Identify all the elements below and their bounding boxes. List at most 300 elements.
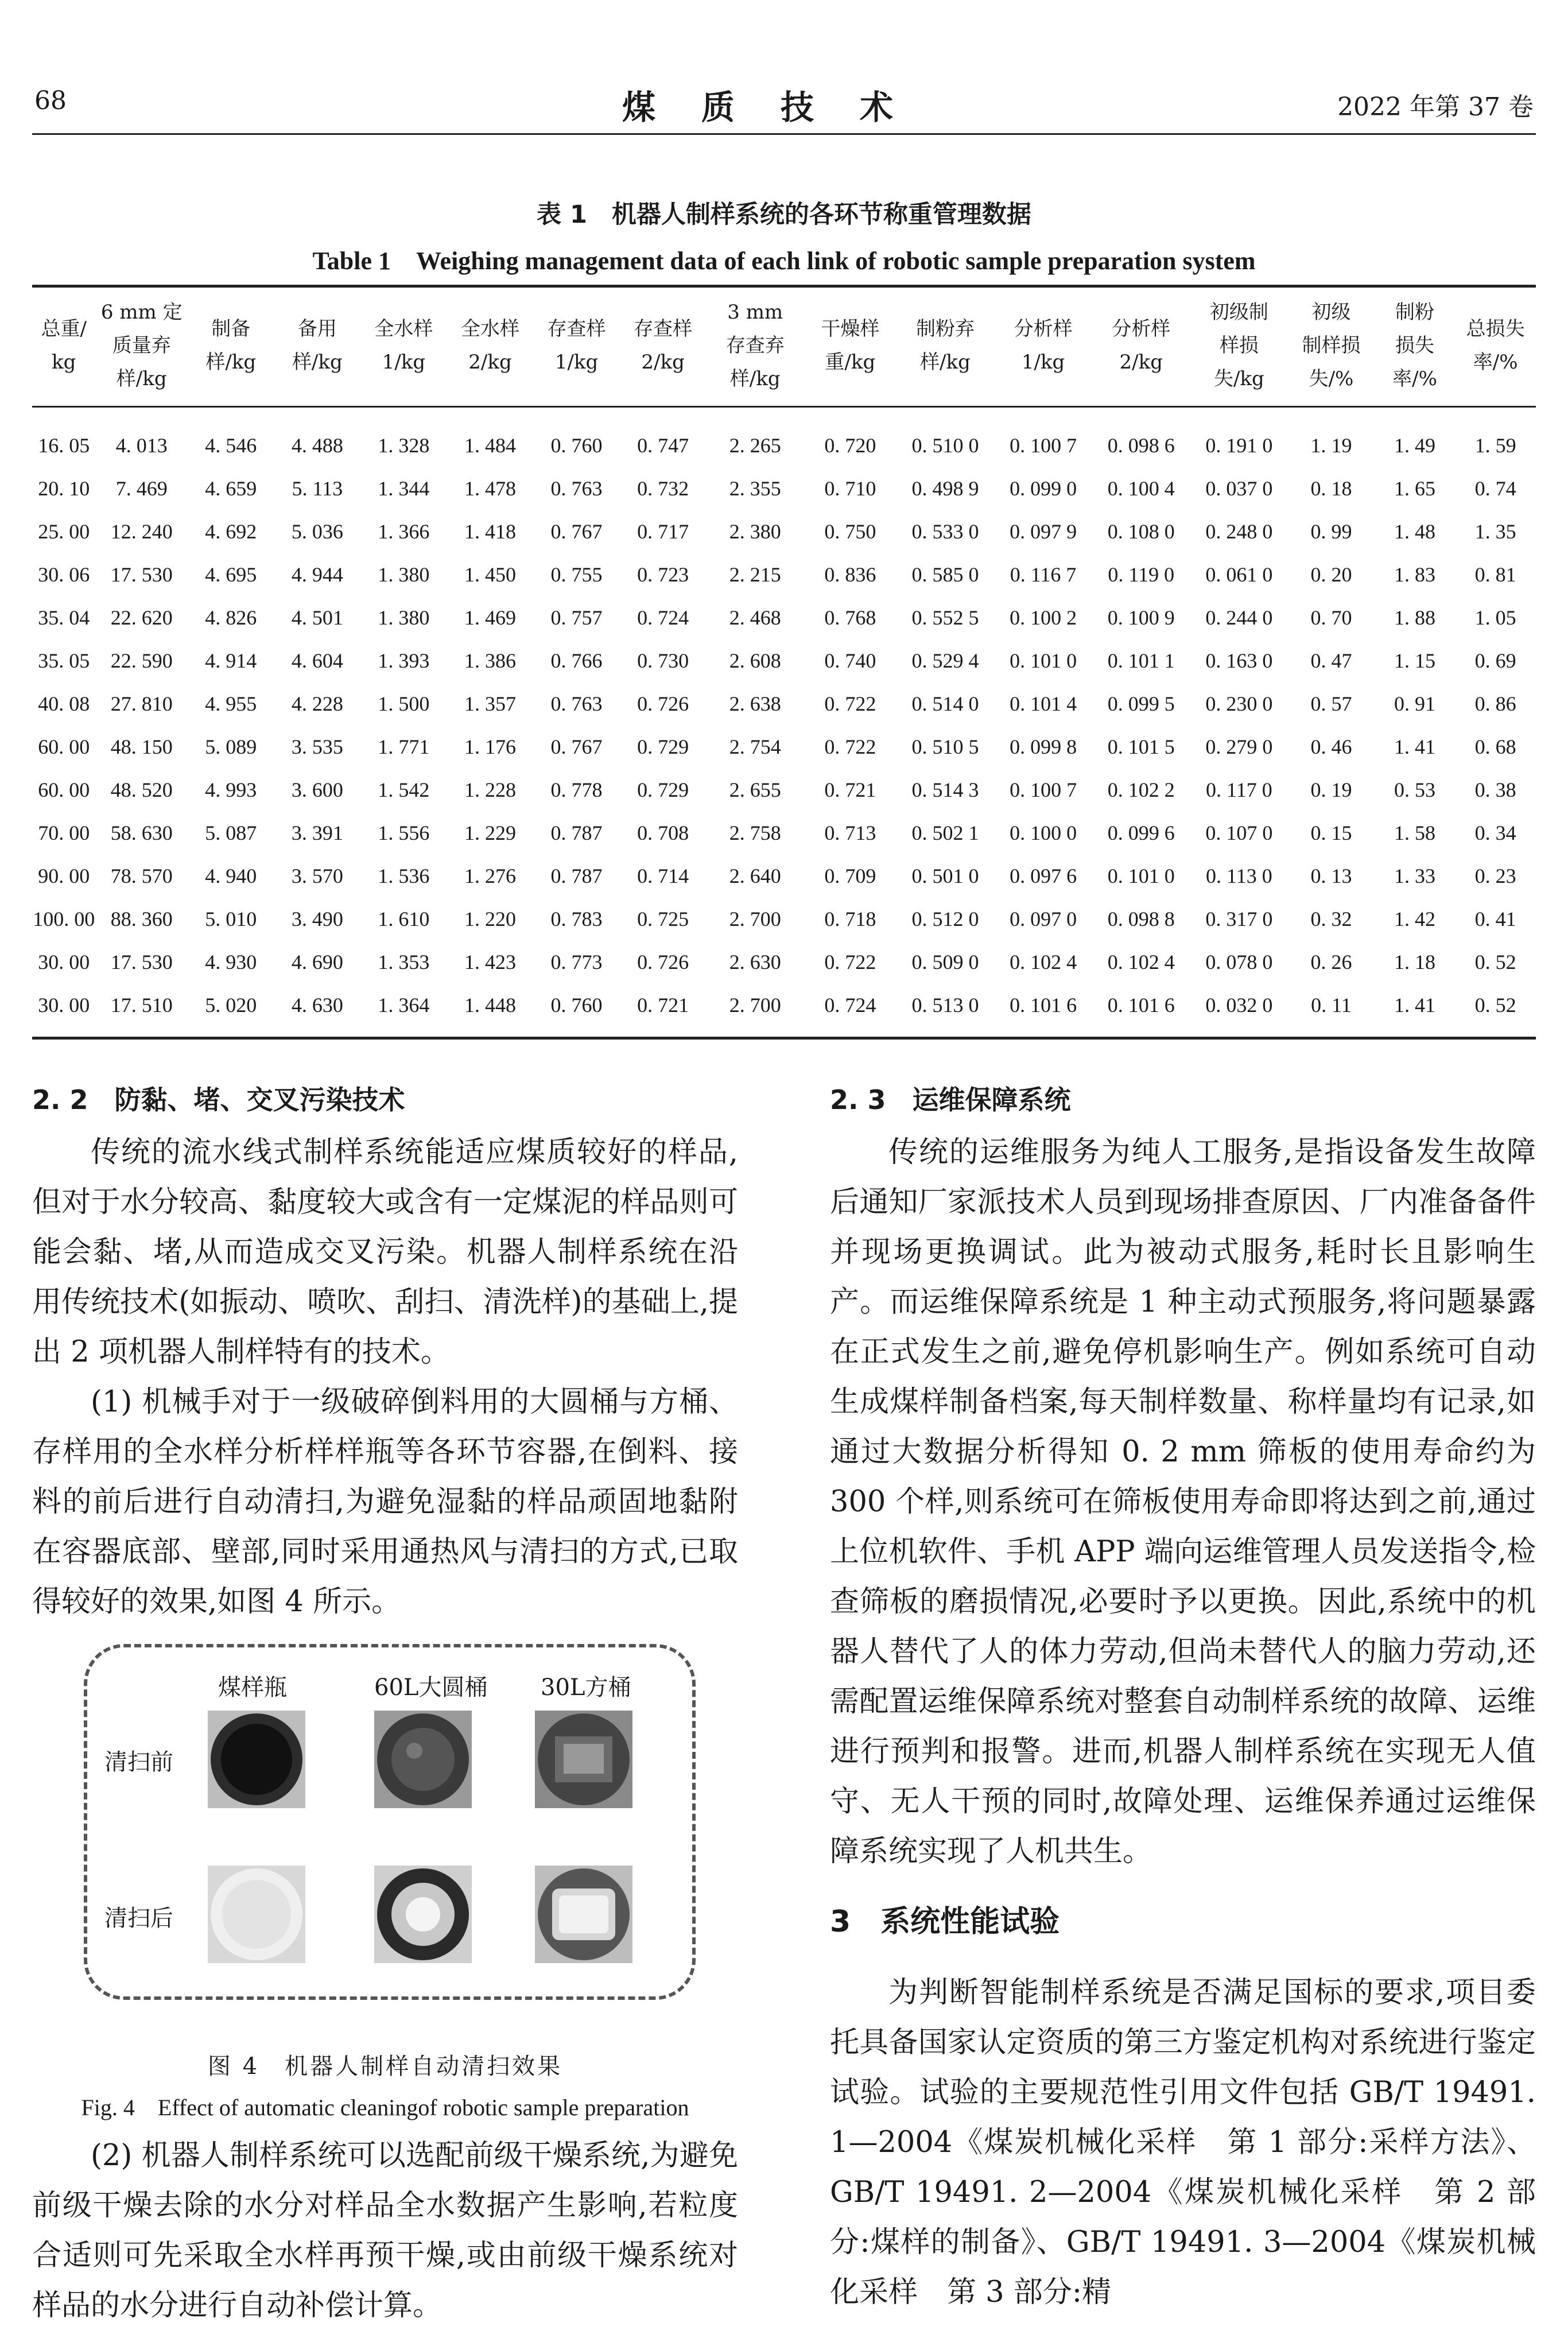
- table-cell: 0. 724: [804, 983, 896, 1038]
- table-cell: 4. 228: [291, 692, 343, 715]
- table-cell: 0. 52: [1474, 950, 1516, 974]
- table-cell: 5. 036: [291, 519, 343, 543]
- table-cell: 0. 116 7: [1010, 563, 1077, 586]
- table-cell: 1. 58: [1394, 821, 1436, 844]
- table-row: [32, 510, 1536, 553]
- table-cell: 0. 760: [550, 433, 603, 457]
- table-cell: 0. 498 9: [911, 476, 979, 500]
- table-row: [32, 682, 1536, 725]
- table-cell: 0. 768: [824, 606, 876, 629]
- table-cell: 0. 102 4: [1010, 950, 1077, 974]
- volume-info: 2022 年第 37 卷: [1337, 92, 1534, 122]
- table-cell: 16. 05: [38, 433, 90, 457]
- table-cell: 48. 520: [110, 778, 173, 801]
- table-cell: 0. 108 0: [1107, 519, 1175, 543]
- table-header-cell: 分析样 1/kg: [994, 286, 1092, 407]
- table-cell: 5. 087: [205, 821, 257, 844]
- table-cell: 0. 721: [824, 778, 876, 801]
- table-cell: 0. 100 7: [1010, 433, 1077, 457]
- table-cell: 0. 57: [1310, 692, 1352, 715]
- table-cell: 1. 366: [378, 519, 430, 543]
- table-cell: 0. 760: [533, 983, 620, 1038]
- table-cell: 4. 914: [205, 649, 257, 672]
- table-cell: 1. 35: [1474, 519, 1516, 543]
- table-cell: 1. 176: [464, 735, 516, 758]
- table-cell: 0. 747: [637, 433, 689, 457]
- table-cell: 5. 010: [205, 907, 257, 930]
- table-cell: 17. 510: [95, 983, 188, 1038]
- table-row: [32, 596, 1536, 639]
- table-cell: 0. 100 0: [1010, 821, 1077, 844]
- table-cell: 0. 502 1: [911, 821, 979, 844]
- table-cell: 3. 490: [291, 907, 343, 930]
- table-cell: 78. 570: [110, 864, 173, 887]
- table-cell: 2. 700: [706, 983, 804, 1038]
- table-cell: 1. 18: [1394, 950, 1436, 974]
- table-cell: 0. 230 0: [1205, 692, 1273, 715]
- table-cell: 0. 163 0: [1205, 649, 1273, 672]
- table-cell: 22. 590: [110, 649, 173, 672]
- table-cell: 0. 510 5: [911, 735, 979, 758]
- table-cell: 2. 655: [729, 778, 781, 801]
- table-cell: 0. 100 2: [1010, 606, 1077, 629]
- table-cell: 0. 710: [824, 476, 876, 500]
- table-cell: 4. 604: [291, 649, 343, 672]
- table-cell: 0. 100 9: [1107, 606, 1175, 629]
- section-heading-3: 3 系统性能试验: [830, 1905, 1060, 1939]
- table-cell: 0. 713: [824, 821, 876, 844]
- table-cell: 0. 098 8: [1107, 907, 1175, 930]
- table-cell: 2. 468: [729, 606, 781, 629]
- table-cell: 0. 23: [1474, 864, 1516, 887]
- table-cell: 0. 102 2: [1107, 778, 1175, 801]
- table-cell: 0. 750: [824, 519, 876, 543]
- table-cell: 1. 469: [464, 606, 516, 629]
- table-cell: 1. 484: [464, 433, 516, 457]
- table-cell: 0. 101 4: [1010, 692, 1077, 715]
- table-cell: 0. 53: [1394, 778, 1436, 801]
- weighing-table: [32, 285, 1536, 1040]
- table-cell: 1. 500: [378, 692, 430, 715]
- table-cell: 4. 546: [205, 433, 257, 457]
- photo-bottle-after: [208, 1866, 305, 1963]
- table-cell: 0. 740: [824, 649, 876, 672]
- paragraph: (2) 机器人制样系统可以选配前级干燥系统,为避免前级干燥去除的水分对样品全水数据产生影响,若粒度合适则可先采取全水样再预干燥,或由前级干燥系统对样品的水分进行自动补偿计算。: [32, 2139, 738, 2322]
- table-cell: 4. 501: [291, 606, 343, 629]
- table-cell: 0. 787: [550, 821, 603, 844]
- table-cell: 2. 608: [729, 649, 781, 672]
- table-cell: 4. 695: [205, 563, 257, 586]
- table-row: [32, 639, 1536, 682]
- figure-caption-cn: 图 4 机器人制样自动清扫效果: [207, 2053, 563, 2080]
- table-cell: 1. 49: [1394, 433, 1436, 457]
- figure-row-label: 清扫后: [104, 1905, 173, 1932]
- table-cell: 0. 510 0: [911, 433, 979, 457]
- paragraph: 为判断智能制样系统是否满足国标的要求,项目委托具备国家认定资质的第三方鉴定机构对系统进行鉴定试验。试验的主要规范性引用文件包括 GB/T 19491. 1—2004《煤炭机械化采样 第 1 部分:采样方法》、GB/T 19491. 2—2004《煤炭机械化采样 第 2 部分:煤样的制备》、GB/T 19491. 3—2004《煤炭机械化采样 第 3 部分:精: [830, 1976, 1536, 2309]
- paragraph: (1) 机械手对于一级破碎倒料用的大圆桶与方桶、存样用的全水样分析样样瓶等各环节容器,在倒料、接料的前后进行自动清扫,为避免湿黏的样品顽固地黏附在容器底部、壁部,同时采用通热风与清扫的方式,已取得较好的效果,如图 4 所示。: [32, 1385, 738, 1619]
- table-cell: 0. 718: [824, 907, 876, 930]
- section-heading-2-2: 2. 2 防黏、堵、交叉污染技术: [32, 1084, 405, 1115]
- table-cell: 60. 00: [38, 735, 90, 758]
- table-cell: 0. 729: [637, 778, 689, 801]
- left-column-continued: [32, 2131, 738, 2331]
- table-cell: 0. 726: [637, 692, 689, 715]
- table-header-cell: 制粉弃 样/kg: [896, 286, 995, 407]
- table-cell: 2. 215: [729, 563, 781, 586]
- table-cell: 4. 955: [205, 692, 257, 715]
- table-cell: 1. 344: [378, 476, 430, 500]
- table-cell: 1. 386: [464, 649, 516, 672]
- table-cell: 0. 102 4: [1107, 950, 1175, 974]
- table-cell: 1. 276: [464, 864, 516, 887]
- table-cell: 1. 33: [1394, 864, 1436, 887]
- table-cell: 1. 771: [378, 735, 430, 758]
- table-cell: 4. 692: [205, 519, 257, 543]
- table-cell: 0. 11: [1288, 983, 1375, 1038]
- table-cell: 1. 536: [378, 864, 430, 887]
- table-cell: 0. 514 3: [911, 778, 979, 801]
- figure-col-label: 60L大圆桶: [374, 1674, 488, 1701]
- figure-col-label: 30L方桶: [541, 1674, 631, 1701]
- table-cell: 35. 04: [38, 606, 90, 629]
- table-cell: 0. 81: [1474, 563, 1516, 586]
- table-cell: 0. 787: [550, 864, 603, 887]
- table-cell: 0. 509 0: [911, 950, 979, 974]
- table-cell: 5. 020: [188, 983, 274, 1038]
- table-cell: 4. 944: [291, 563, 343, 586]
- table-cell: 0. 552 5: [911, 606, 979, 629]
- table-cell: 0. 729: [637, 735, 689, 758]
- table-cell: 1. 220: [464, 907, 516, 930]
- table-cell: 1. 380: [378, 563, 430, 586]
- table-cell: 30. 06: [38, 563, 90, 586]
- table-cell: 0. 714: [637, 864, 689, 887]
- table-cell: 0. 763: [550, 476, 603, 500]
- table-cell: 30. 00: [32, 983, 95, 1038]
- table-cell: 2. 380: [729, 519, 781, 543]
- table-cell: 1. 42: [1394, 907, 1436, 930]
- table-cell: 0. 74: [1474, 476, 1516, 500]
- table-cell: 0. 097 6: [1010, 864, 1077, 887]
- table-cell: 0. 726: [637, 950, 689, 974]
- table-cell: 2. 640: [729, 864, 781, 887]
- table-cell: 60. 00: [38, 778, 90, 801]
- table-row: [32, 407, 1536, 467]
- table-cell: 0. 70: [1310, 606, 1352, 629]
- table-cell: 0. 767: [550, 519, 603, 543]
- table-cell: 0. 708: [637, 821, 689, 844]
- table-cell: 0. 078 0: [1205, 950, 1273, 974]
- table-cell: 0. 061 0: [1205, 563, 1273, 586]
- table-cell: 58. 630: [110, 821, 173, 844]
- table-cell: 0. 098 6: [1107, 433, 1175, 457]
- table-cell: 0. 723: [637, 563, 689, 586]
- table-cell: 0. 101 1: [1107, 649, 1175, 672]
- page-number: 68: [34, 86, 67, 115]
- table-cell: 0. 99: [1310, 519, 1352, 543]
- table-cell: 0. 52: [1455, 983, 1536, 1038]
- table-cell: 1. 48: [1394, 519, 1436, 543]
- right-column: [830, 1079, 1536, 2317]
- table-cell: 0. 244 0: [1205, 606, 1273, 629]
- table-cell: 20. 10: [38, 476, 90, 500]
- table-cell: 0. 099 5: [1107, 692, 1175, 715]
- table-header-cell: 全水样 2/kg: [447, 286, 534, 407]
- table-cell: 1. 19: [1310, 433, 1352, 457]
- table-cell: 1. 328: [378, 433, 430, 457]
- table-cell: 40. 08: [38, 692, 90, 715]
- table-header-cell: 存查样 2/kg: [620, 286, 707, 407]
- table-header-row: [32, 286, 1536, 407]
- table-cell: 0. 68: [1474, 735, 1516, 758]
- table-cell: 3. 600: [291, 778, 343, 801]
- table-header-cell: 总损失 率/%: [1455, 286, 1536, 407]
- table-cell: 0. 47: [1310, 649, 1352, 672]
- table-cell: 1. 364: [360, 983, 447, 1038]
- table-cell: 0. 585 0: [911, 563, 979, 586]
- table-cell: 0. 15: [1310, 821, 1352, 844]
- table-header-cell: 制备 样/kg: [188, 286, 274, 407]
- table-cell: 0. 097 9: [1010, 519, 1077, 543]
- table-cell: 4. 488: [291, 433, 343, 457]
- table-cell: 2. 754: [729, 735, 781, 758]
- table-cell: 0. 732: [637, 476, 689, 500]
- table-cell: 5. 089: [205, 735, 257, 758]
- table-cell: 2. 758: [729, 821, 781, 844]
- table-cell: 48. 150: [110, 735, 173, 758]
- table-cell: 0. 279 0: [1205, 735, 1273, 758]
- table-row: [32, 854, 1536, 897]
- figure-col-label: 煤样瓶: [218, 1674, 287, 1701]
- table-cell: 0. 717: [637, 519, 689, 543]
- table-caption-cn: 表 1 机器人制样系统的各环节称重管理数据: [537, 200, 1031, 229]
- table-cell: 1. 41: [1375, 983, 1456, 1038]
- table-cell: 1. 357: [464, 692, 516, 715]
- photo-round-bucket-after: [374, 1866, 472, 1963]
- table-header-cell: 3 mm 存查弃 样/kg: [706, 286, 804, 407]
- table-cell: 7. 469: [115, 476, 168, 500]
- figure-4: [84, 1644, 696, 2000]
- table-cell: 0. 763: [550, 692, 603, 715]
- table-header-cell: 备用 样/kg: [274, 286, 361, 407]
- table-cell: 1. 423: [464, 950, 516, 974]
- table-cell: 0. 20: [1310, 563, 1352, 586]
- table-cell: 1. 556: [378, 821, 430, 844]
- table-cell: 0. 724: [637, 606, 689, 629]
- table-cell: 0. 13: [1310, 864, 1352, 887]
- paragraph: 传统的流水线式制样系统能适应煤质较好的样品,但对于水分较高、黏度较大或含有一定煤泥的样品则可能会黏、堵,从而造成交叉污染。机器人制样系统在沿用传统技术(如振动、喷吹、刮扫、清洗样)的基础上,提出 2 项机器人制样特有的技术。: [32, 1135, 738, 1369]
- table-cell: 0. 101 0: [1010, 649, 1077, 672]
- table-cell: 0. 41: [1474, 907, 1516, 930]
- table-cell: 1. 393: [378, 649, 430, 672]
- table-cell: 1. 83: [1394, 563, 1436, 586]
- table-cell: 0. 755: [550, 563, 603, 586]
- table-cell: 2. 630: [729, 950, 781, 974]
- table-cell: 5. 113: [292, 476, 343, 500]
- table-row: [32, 467, 1536, 510]
- table-cell: 0. 099 6: [1107, 821, 1175, 844]
- photo-square-bucket-before: [535, 1711, 632, 1808]
- table-header-cell: 制粉 损失 率/%: [1375, 286, 1456, 407]
- table-cell: 0. 720: [824, 433, 876, 457]
- table-cell: 2. 265: [729, 433, 781, 457]
- table-cell: 0. 709: [824, 864, 876, 887]
- table-cell: 0. 101 0: [1107, 864, 1175, 887]
- table-cell: 35. 05: [38, 649, 90, 672]
- table-cell: 1. 88: [1394, 606, 1436, 629]
- table-cell: 1. 229: [464, 821, 516, 844]
- table-cell: 1. 05: [1474, 606, 1516, 629]
- table-header-cell: 初级制 样损 失/kg: [1190, 286, 1288, 407]
- table-cell: 0. 783: [550, 907, 603, 930]
- table-row: [32, 940, 1536, 983]
- table-cell: 1. 353: [378, 950, 430, 974]
- table-cell: 70. 00: [38, 821, 90, 844]
- table-cell: 0. 513 0: [896, 983, 995, 1038]
- table-cell: 4. 930: [205, 950, 257, 974]
- table-body: [32, 407, 1536, 1038]
- table-cell: 0. 730: [637, 649, 689, 672]
- table-header-cell: 6 mm 定 质量弃 样/kg: [95, 286, 188, 407]
- table-cell: 0. 101 6: [994, 983, 1092, 1038]
- table-cell: 0. 91: [1394, 692, 1436, 715]
- left-column: [32, 1079, 738, 1627]
- table-cell: 0. 18: [1310, 476, 1352, 500]
- table-cell: 0. 722: [824, 692, 876, 715]
- table-cell: 12. 240: [110, 519, 173, 543]
- table-cell: 1. 610: [378, 907, 430, 930]
- table-cell: 0. 69: [1474, 649, 1516, 672]
- table-cell: 1. 380: [378, 606, 430, 629]
- table-cell: 0. 757: [550, 606, 603, 629]
- table-cell: 0. 725: [637, 907, 689, 930]
- table-cell: 0. 529 4: [911, 649, 979, 672]
- table-cell: 0. 778: [550, 778, 603, 801]
- table-cell: 0. 248 0: [1205, 519, 1273, 543]
- table-row: [32, 983, 1536, 1038]
- table-cell: 1. 59: [1474, 433, 1516, 457]
- table-caption-en: Table 1 Weighing management data of each link of robotic sample preparation system: [312, 247, 1256, 275]
- table-cell: 0. 767: [550, 735, 603, 758]
- table-cell: 100. 00: [33, 907, 95, 930]
- photo-bottle-before: [208, 1711, 305, 1808]
- table-cell: 0. 32: [1310, 907, 1352, 930]
- table-cell: 0. 773: [550, 950, 603, 974]
- table-cell: 0. 34: [1474, 821, 1516, 844]
- table-cell: 0. 501 0: [911, 864, 979, 887]
- table-cell: 0. 46: [1310, 735, 1352, 758]
- photo-square-bucket-after: [535, 1866, 632, 1963]
- table-cell: 4. 659: [205, 476, 257, 500]
- table-cell: 4. 993: [205, 778, 257, 801]
- table-cell: 0. 766: [550, 649, 603, 672]
- table-cell: 1. 41: [1394, 735, 1436, 758]
- table-cell: 4. 013: [115, 433, 168, 457]
- paragraph: 传统的运维服务为纯人工服务,是指设备发生故障后通知厂家派技术人员到现场排查原因、厂内准备备件并现场更换调试。此为被动式服务,耗时长且影响生产。而运维保障系统是 1 种主动式预服务,将问题暴露在正式发生之前,避免停机影响生产。例如系统可自动生成煤样制备档案,每天制样数量、称样量均有记录,如通过大数据分析得知 0. 2 mm 筛板的使用寿命约为 300 个样,则系统可在筛板使用寿命即将达到之前,通过上位机软件、手机 APP 端向运维管理人员发送指令,检查筛板的磨损情况,必要时予以更换。因此,系统中的机器人替代了人的体力劳动,但尚未替代人的脑力劳动,还需配置运维保障系统对整套自动制样系统的故障、运维进行预判和报警。进而,机器人制样系统在实现无人值守、无人干预的同时,故障处理、运维保养通过运维保障系统实现了人机共生。: [830, 1135, 1536, 1868]
- table-cell: 0. 037 0: [1205, 476, 1273, 500]
- table-cell: 2. 700: [729, 907, 781, 930]
- header-rule: [32, 133, 1536, 135]
- table-header-cell: 干燥样 重/kg: [804, 286, 896, 407]
- table-cell: 0. 317 0: [1205, 907, 1273, 930]
- table-cell: 1. 478: [464, 476, 516, 500]
- table-cell: 88. 360: [110, 907, 173, 930]
- table-cell: 0. 032 0: [1190, 983, 1288, 1038]
- table-cell: 27. 810: [110, 692, 173, 715]
- table-cell: 0. 721: [620, 983, 707, 1038]
- table-row: [32, 811, 1536, 854]
- table-cell: 1. 15: [1394, 649, 1436, 672]
- table-cell: 0. 107 0: [1205, 821, 1273, 844]
- table-cell: 1. 450: [464, 563, 516, 586]
- table-cell: 0. 514 0: [911, 692, 979, 715]
- table-cell: 0. 099 8: [1010, 735, 1077, 758]
- table-cell: 0. 113 0: [1206, 864, 1272, 887]
- table-cell: 4. 826: [205, 606, 257, 629]
- table-cell: 0. 101 6: [1092, 983, 1190, 1038]
- table-cell: 22. 620: [110, 606, 173, 629]
- table-cell: 0. 38: [1474, 778, 1516, 801]
- photo-round-bucket-before: [374, 1711, 472, 1808]
- table-cell: 3. 570: [291, 864, 343, 887]
- table-cell: 0. 101 5: [1107, 735, 1175, 758]
- table-cell: 0. 100 7: [1010, 778, 1077, 801]
- table-cell: 0. 097 0: [1010, 907, 1077, 930]
- table-cell: 17. 530: [110, 950, 173, 974]
- table-cell: 25. 00: [38, 519, 90, 543]
- table-cell: 17. 530: [110, 563, 173, 586]
- figure-row-label: 清扫前: [104, 1749, 173, 1775]
- table-cell: 30. 00: [38, 950, 90, 974]
- table-cell: 0. 722: [824, 950, 876, 974]
- table-cell: 0. 26: [1310, 950, 1352, 974]
- table-cell: 0. 191 0: [1205, 433, 1273, 457]
- table-header-cell: 存查样 1/kg: [533, 286, 620, 407]
- table-row: [32, 897, 1536, 940]
- table-cell: 1. 65: [1394, 476, 1436, 500]
- section-heading-2-3: 2. 3 运维保障系统: [830, 1084, 1071, 1115]
- table-header-cell: 初级 制样损 失/%: [1288, 286, 1375, 407]
- table-cell: 4. 940: [205, 864, 257, 887]
- table-cell: 0. 099 0: [1010, 476, 1077, 500]
- table-cell: 0. 19: [1310, 778, 1352, 801]
- table-cell: 0. 512 0: [911, 907, 979, 930]
- table-cell: 4. 690: [291, 950, 343, 974]
- table-cell: 0. 119 0: [1108, 563, 1175, 586]
- table-cell: 0. 86: [1474, 692, 1516, 715]
- table-header-cell: 全水样 1/kg: [360, 286, 447, 407]
- table-cell: 1. 228: [464, 778, 516, 801]
- table-cell: 0. 533 0: [911, 519, 979, 543]
- table-cell: 0. 836: [824, 563, 876, 586]
- table-cell: 1. 418: [464, 519, 516, 543]
- table-cell: 3. 535: [291, 735, 343, 758]
- table-cell: 2. 638: [729, 692, 781, 715]
- table-cell: 1. 542: [378, 778, 430, 801]
- journal-title: 煤质技术: [622, 88, 939, 127]
- table-cell: 0. 117 0: [1206, 778, 1272, 801]
- table-row: [32, 725, 1536, 768]
- table-cell: 0. 100 4: [1107, 476, 1175, 500]
- table-cell: 0. 722: [824, 735, 876, 758]
- table-header-cell: 分析样 2/kg: [1092, 286, 1190, 407]
- figure-caption-en: Fig. 4 Effect of automatic cleaningof robotic sample preparation: [81, 2095, 689, 2120]
- table-row: [32, 553, 1536, 596]
- table-row: [32, 768, 1536, 811]
- table-cell: 1. 448: [447, 983, 534, 1038]
- table-cell: 3. 391: [291, 821, 343, 844]
- table-cell: 4. 630: [274, 983, 361, 1038]
